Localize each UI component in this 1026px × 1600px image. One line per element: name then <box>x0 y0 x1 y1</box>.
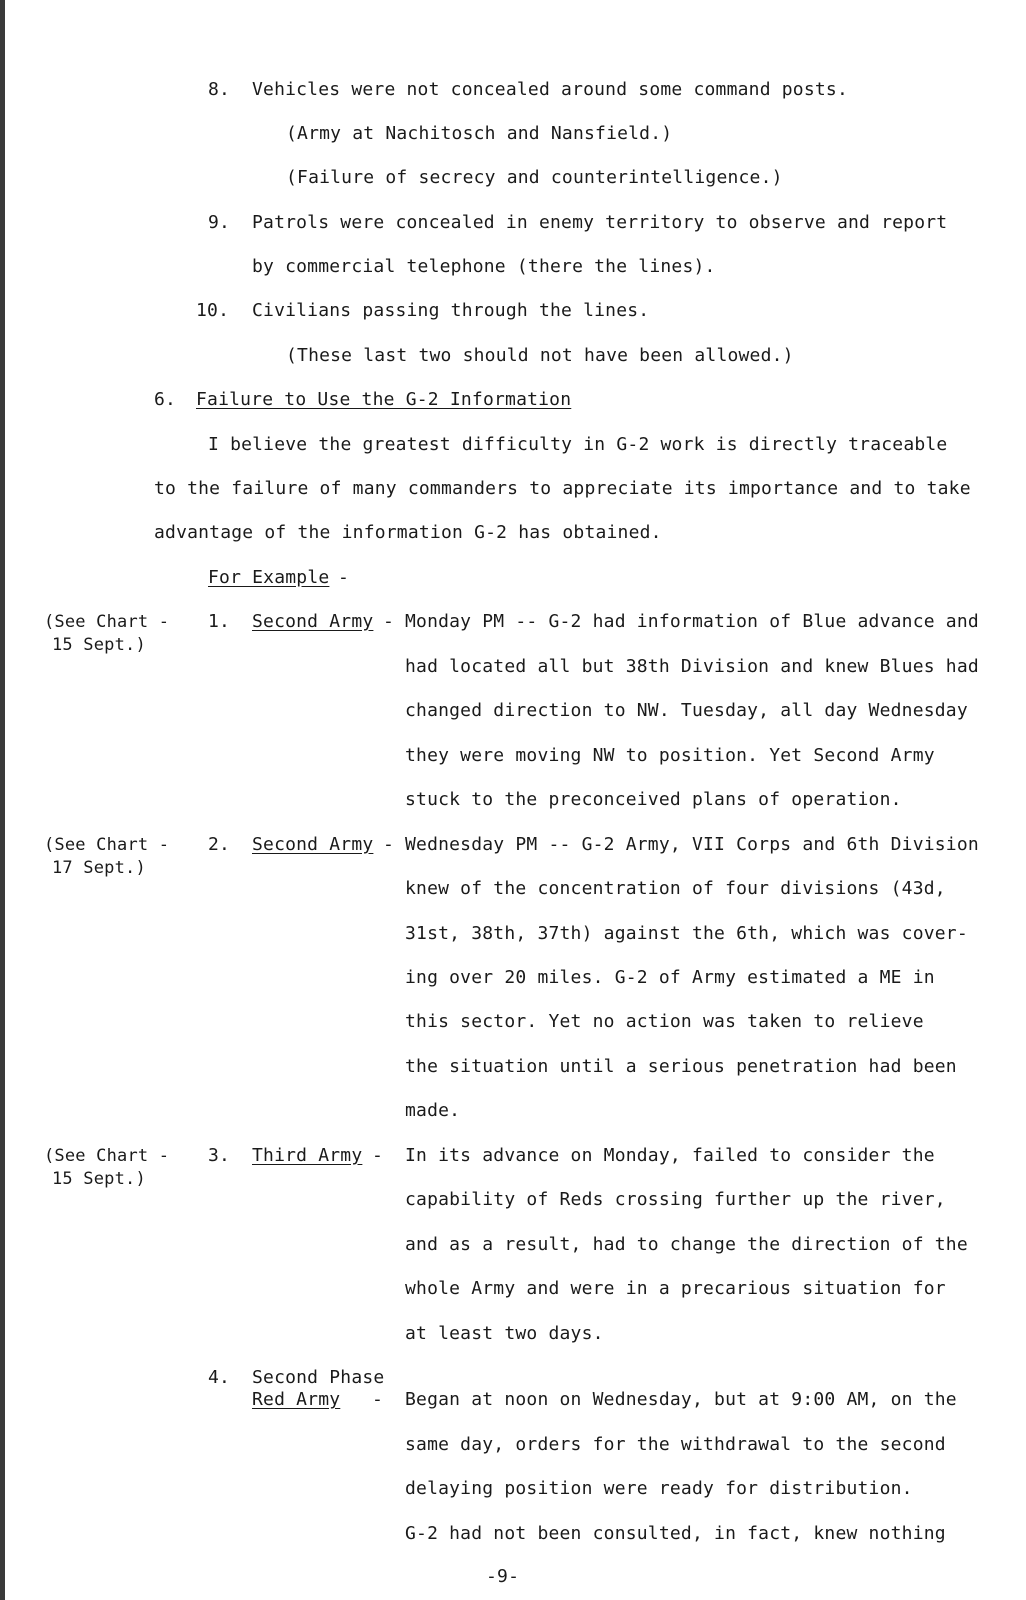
section-para-line-3: advantage of the information G-2 has obtained. <box>154 522 662 543</box>
section-number: 6. <box>154 389 177 410</box>
example-2-chart-ref-1: (See Chart - <box>44 835 170 855</box>
example-3-dash: - <box>372 1145 384 1166</box>
example-2-chart-ref-2: 17 Sept.) <box>52 858 146 878</box>
page-number: -9- <box>486 1566 520 1587</box>
example-2-line-5: this sector. Yet no action was taken to relieve <box>405 1011 924 1032</box>
example-1-line-2: had located all but 38th Division and knew Blues had <box>405 656 979 677</box>
item-8-note-1: (Army at Nachitosch and Nansfield.) <box>286 123 673 144</box>
example-4-dash: - <box>372 1389 384 1410</box>
section-para-line-2: to the failure of many commanders to appreciate its importance and to take <box>154 478 971 499</box>
example-3-line-5: at least two days. <box>405 1323 604 1344</box>
section-para-line-1: I believe the greatest difficulty in G-2 work is directly traceable <box>208 434 948 455</box>
example-1-label: Second Army <box>252 611 374 632</box>
example-2-line-6: the situation until a serious penetration had been <box>405 1056 957 1077</box>
example-2-line-4: ing over 20 miles. G-2 of Army estimated a ME in <box>405 967 935 988</box>
scan-edge <box>0 0 5 1600</box>
example-3-label: Third Army <box>252 1145 363 1166</box>
example-4-number: 4. <box>208 1367 231 1388</box>
example-3-chart-ref-2: 15 Sept.) <box>52 1169 146 1189</box>
example-1-number: 1. <box>208 611 231 632</box>
item-8-note-2: (Failure of secrecy and counterintelligence.) <box>286 167 783 188</box>
item-10-note: (These last two should not have been allowed.) <box>286 345 794 366</box>
item-10-text: Civilians passing through the lines. <box>252 300 650 321</box>
example-2-number: 2. <box>208 834 231 855</box>
example-2-label: Second Army <box>252 834 374 855</box>
example-4-line-3: delaying position were ready for distribution. <box>405 1478 913 1499</box>
item-9-line-2: by commercial telephone (there the lines). <box>252 256 716 277</box>
example-4-label-top: Second Phase <box>252 1367 385 1388</box>
example-2-line-7: made. <box>405 1100 461 1121</box>
item-10-number: 10. <box>196 300 230 321</box>
example-4-line-4: G-2 had not been consulted, in fact, knew nothing <box>405 1523 946 1544</box>
for-example-label: For Example <box>208 567 330 588</box>
example-4-line-1: Began at noon on Wednesday, but at 9:00 AM, on the <box>405 1389 957 1410</box>
example-1-line-3: changed direction to NW. Tuesday, all day Wednesday <box>405 700 968 721</box>
example-4-label: Red Army <box>252 1389 341 1410</box>
example-3-chart-ref-1: (See Chart - <box>44 1146 170 1166</box>
example-2-line-1: Wednesday PM -- G-2 Army, VII Corps and 6th Division <box>405 834 979 855</box>
section-heading: Failure to Use the G-2 Information <box>196 389 572 410</box>
example-3-line-1: In its advance on Monday, failed to consider the <box>405 1145 935 1166</box>
item-8-text: Vehicles were not concealed around some command posts. <box>252 79 848 100</box>
example-1-dash: - <box>383 611 395 632</box>
example-2-line-2: knew of the concentration of four divisions (43d, <box>405 878 946 899</box>
example-3-number: 3. <box>208 1145 231 1166</box>
example-3-line-4: whole Army and were in a precarious situation for <box>405 1278 946 1299</box>
example-1-line-1: Monday PM -- G-2 had information of Blue advance and <box>405 611 979 632</box>
example-3-line-3: and as a result, had to change the direction of the <box>405 1234 968 1255</box>
item-9-line-1: Patrols were concealed in enemy territory to observe and report <box>252 212 948 233</box>
example-4-line-2: same day, orders for the withdrawal to the second <box>405 1434 946 1455</box>
example-1-chart-ref-2: 15 Sept.) <box>52 635 146 655</box>
example-1-line-5: stuck to the preconceived plans of operation. <box>405 789 902 810</box>
item-9-number: 9. <box>208 212 231 233</box>
for-example-dash: - <box>338 567 350 588</box>
example-3-line-2: capability of Reds crossing further up the river, <box>405 1189 946 1210</box>
example-1-line-4: they were moving NW to position. Yet Second Army <box>405 745 935 766</box>
example-1-chart-ref-1: (See Chart - <box>44 612 170 632</box>
example-2-dash: - <box>383 834 395 855</box>
item-8-number: 8. <box>208 79 231 100</box>
example-2-line-3: 31st, 38th, 37th) against the 6th, which was cover- <box>405 923 968 944</box>
